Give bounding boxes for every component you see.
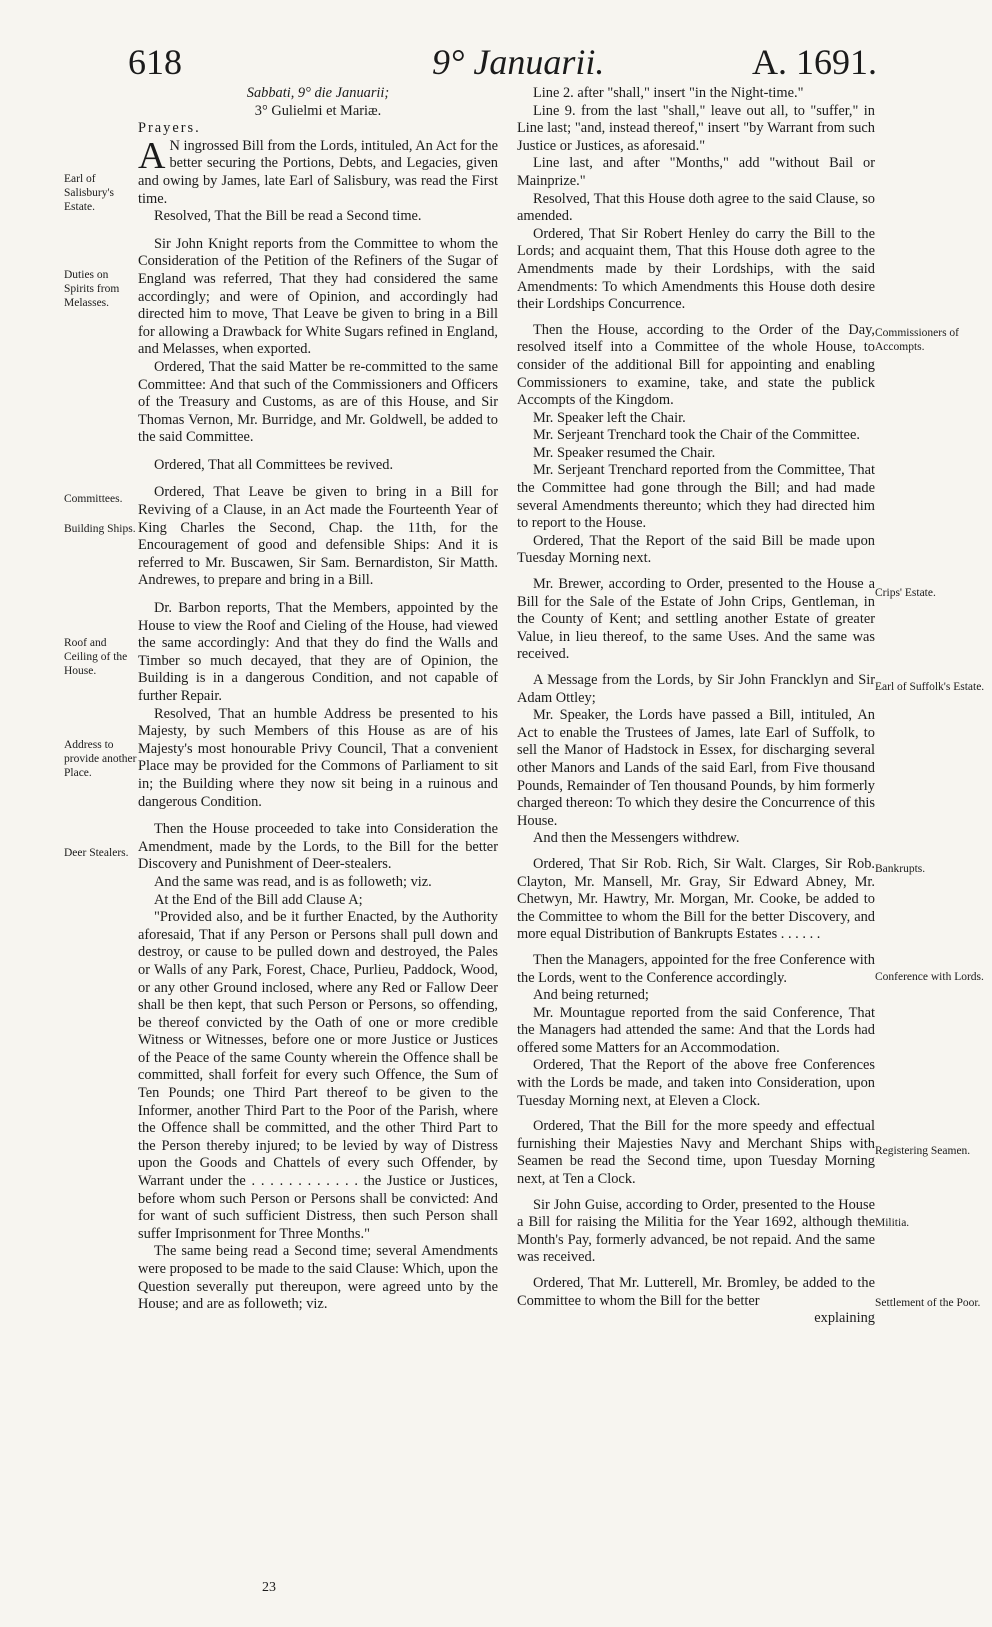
- catchword: explaining: [814, 1310, 875, 1327]
- paragraph: And the same was read, and is as followeth; viz.: [154, 873, 432, 890]
- paragraph: Mr. Serjeant Trenchard reported from the Committee, That the Committee had gone through the Bill; and had made several Amendments thereunto; which they had directed him to report to the House.: [517, 462, 875, 532]
- paragraph: Ordered, That all Committees be revived.: [154, 456, 394, 473]
- margin-note: Militia.: [875, 1217, 910, 1229]
- margin-note: Committees.: [64, 493, 123, 505]
- paragraph: A Message from the Lords, by Sir John Francklyn and Sir Adam Ottley;: [517, 672, 875, 706]
- paragraph: Then the Managers, appointed for the free Conference with the Lords, went to the Conference accordingly.: [517, 951, 875, 986]
- paragraph: Line 9. from the last "shall," leave out all, to "suffer," in Line last; "and, instead thereof," insert "by Warrant from such Justice or Justices, as aforesaid.": [517, 102, 875, 154]
- margin-note: Building Ships.: [64, 523, 136, 535]
- paragraph: Dr. Barbon reports, That the Members, appointed by the House to view the Roof and Cieling of the House, had viewed the same accordingly: And that they do find the Walls and Timber so much decayed, that they are of Opinion, the Building is in a dangerous Condition, and not capable of further Repair.: [138, 600, 498, 704]
- paragraph: Mr. Brewer, according to Order, presented to the House a Bill for the Sale of the Estate of John Crips, Gentleman, in the County of Kent; and settling another Estate of greater Value, in lieu thereof, to the same Uses. And the same was received.: [517, 576, 875, 663]
- paragraph: Ordered, That the said Matter be re-committed to the same Committee: And that such of the Commissioners and Officers of the Treasury and Customs, as are of this House, and Sir Thomas Vernon, Mr. Burridge, and Mr. Goldwell, be added to the said Committee.: [138, 358, 498, 446]
- margin-note: Conference with Lords.: [875, 971, 984, 983]
- paragraph: Mr. Mountague reported from the said Conference, That the Managers had attended the same: And that the Lords had offered some Matters for an Accommodation.: [517, 1004, 875, 1056]
- margin-note: Registering Seamen.: [875, 1145, 971, 1157]
- paragraph: Mr. Speaker, the Lords have passed a Bill, intituled, An Act to enable the Trustees of James, late Earl of Suffolk, to sell the Manor of Hadstock in Essex, for discharging several other Manors and Lands of the said Earl, from Five thousand Pounds, Remainder of Ten thousand Pounds, by him formerly charged thereon: To which they desire the Concurrence of this House.: [517, 707, 875, 829]
- page-year: A. 1691.: [752, 42, 877, 82]
- margin-note: Bankrupts.: [875, 863, 926, 875]
- margin-note: Roof and Ceiling of the House.: [64, 637, 128, 677]
- paragraph: "Provided also, and be it further Enacted, by the Authority aforesaid, That if any Person or Persons shall pull down and destroy, or cause to be pulled down and destroyed, the Pales or Walls of any Park, Forest, Chace, Purlieu, Paddock, Wood, or any other Ground inclosed, where any Red or Fallow Deer shall be then kept, that such Person or Persons, so offending, be thereof convicted by the Oath of one or more credible Witness or Witnesses, before one or more Justice or Justices of the Peace of the same County wherein the Offence shall be committed, shall forfeit for every such Offence, the Sum of Ten Pounds; one Third Part thereof to be given to the Informer, another Third Part to the Poor of the Parish, where the Offence shall be committed, and the other Third Part to the Person thereby injured; to be levied by way of Distress upon the Goods and Chattels of every such Offender, by Warrant under the . . . . . . . . . . . . the Justice or Justices, before whom such Person or Persons shall be convicted: And for want of such sufficient Distress, then such Person shall suffer Imprisonment for Three Months.": [138, 909, 498, 1242]
- paragraph: Resolved, That this House doth agree to the said Clause, so amended.: [517, 190, 875, 225]
- paragraph: Ordered, That the Bill for the more speedy and effectual furnishing their Majesties Navy and Merchant Ships with Seamen be read the Second time, upon Tuesday Morning next, at Ten a Clock.: [517, 1118, 875, 1188]
- paragraph: Mr. Speaker resumed the Chair.: [533, 444, 716, 461]
- right-column: [517, 85, 875, 1328]
- margin-note: Earl of Suffolk's Estate.: [875, 681, 985, 693]
- paragraph: Ordered, That Sir Robert Henley do carry the Bill to the Lords; and acquaint them, That this House doth agree to the Amendments made by their Lordships, with the said Amendments: To which Amendments this House doth desire their Lordships Concurrence.: [517, 225, 875, 313]
- margin-note: Commissioners of Accompts.: [875, 327, 960, 353]
- paragraph: Ordered, That Sir Rob. Rich, Sir Walt. Clarges, Sir Rob. Clayton, Mr. Mansell, Mr. Gray, Sir Edward Abney, Mr. Chetwyn, Mr. Hawtry, Mr. Morgan, Mr. Cooke, be added to the Committee to whom the Bill for the better Discovery, and more equal Distribution of Bankrupts Estates . . . . . .: [517, 855, 875, 943]
- paragraph: Resolved, That the Bill be read a Second time.: [154, 208, 422, 225]
- page-number: 618: [128, 42, 182, 82]
- margin-note: Earl of Salisbury's Estate.: [64, 173, 114, 213]
- margin-note: Duties on Spirits from Melasses.: [64, 269, 120, 309]
- paragraph: Ordered, That the Report of the said Bill be made upon Tuesday Morning next.: [517, 532, 875, 567]
- paragraph: Then the House proceeded to take into Consideration the Amendment, made by the Lords, to the Bill for the better Discovery and Punishment of Deer-stealers.: [138, 821, 498, 873]
- margin-note: Crips' Estate.: [875, 587, 936, 599]
- margin-note: Settlement of the Poor.: [875, 1297, 981, 1309]
- paragraph: N ingrossed Bill from the Lords, intituled, An Act for the better securing the Portions, Debts, and Legacies, given and owing by James, late Earl of Salisbury, was read the First time.: [138, 137, 498, 207]
- paragraph: Line 2. after "shall," insert "in the Night-time.": [533, 85, 804, 101]
- paragraph: And then the Messengers withdrew.: [533, 830, 740, 847]
- paragraph: At the End of the Bill add Clause A;: [154, 891, 363, 908]
- paragraph: The same being read a Second time; several Amendments were proposed to be made to the said Clause: Which, upon the Question severally put thereupon, were agreed unto by the House; and are as followeth; viz.: [138, 1243, 498, 1313]
- paragraph: Line last, and after "Months," add "without Bail or Mainprize.": [517, 155, 875, 189]
- paragraph: And being returned;: [533, 987, 649, 1004]
- paragraph: Mr. Speaker left the Chair.: [533, 409, 686, 426]
- left-column: [138, 85, 498, 1314]
- paragraph: Ordered, That Leave be given to bring in a Bill for Reviving of a Clause, in an Act made the Fourteenth Year of King Charles the Second, Chap. the 11th, for the Encouragement of good and defensible Ships: And it is referred to Mr. Buscawen, Sir Sam. Bernardiston, Sir Matth. Andrewes, to prepare and bring in a Bill.: [138, 484, 498, 589]
- session-reign: 3° Gulielmi et Mariæ.: [254, 102, 382, 119]
- paragraph: Mr. Serjeant Trenchard took the Chair of the Committee.: [533, 427, 860, 444]
- paragraph: Sir John Guise, according to Order, presented to the House a Bill for raising the Militia for the Year 1692, although the Month's Pay, formerly advanced, be not repaid. And the same was received.: [517, 1196, 875, 1266]
- paragraph: Ordered, That the Report of the above free Conferences with the Lords be made, and taken into Consideration, upon Tuesday Morning next, at Eleven a Clock.: [517, 1057, 875, 1109]
- margin-note: Deer Stealers.: [64, 847, 129, 859]
- page-date: 9° Januarii.: [432, 42, 605, 82]
- margin-note: Address to provide another Place.: [64, 739, 137, 779]
- paragraph: Ordered, That Mr. Lutterell, Mr. Bromley, be added to the Committee to whom the Bill for the better: [517, 1275, 875, 1309]
- prayers-heading: Prayers.: [138, 120, 201, 137]
- paragraph: Resolved, That an humble Address be presented to his Majesty, by such Members of this House as are of his Majesty's most honourable Privy Council, That a convenient Place may be provided for the Commons of Parliament to sit in; the Building where they now sit being in a ruinous and dangerous Condition.: [138, 705, 498, 810]
- session-day: Sabbati, 9° die Januarii;: [246, 85, 390, 101]
- drop-cap: A: [138, 134, 166, 177]
- paragraph: Then the House, according to the Order of the Day, resolved itself into a Committee of the whole House, to consider of the additional Bill for appointing and enabling Commissioners to examine, take, and state the publick Accompts of the Kingdom.: [517, 321, 875, 409]
- paragraph: Sir John Knight reports from the Committee to whom the Consideration of the Petition of the Refiners of the Sugar of England was referred, That they had considered the same accordingly; and were of Opinion, and accordingly had directed him to move, That Leave be given to bring in a Bill for allowing a Drawback for White Sugars refined in England, and Melasses, when exported.: [138, 235, 498, 358]
- signature-mark: 23: [262, 1580, 276, 1595]
